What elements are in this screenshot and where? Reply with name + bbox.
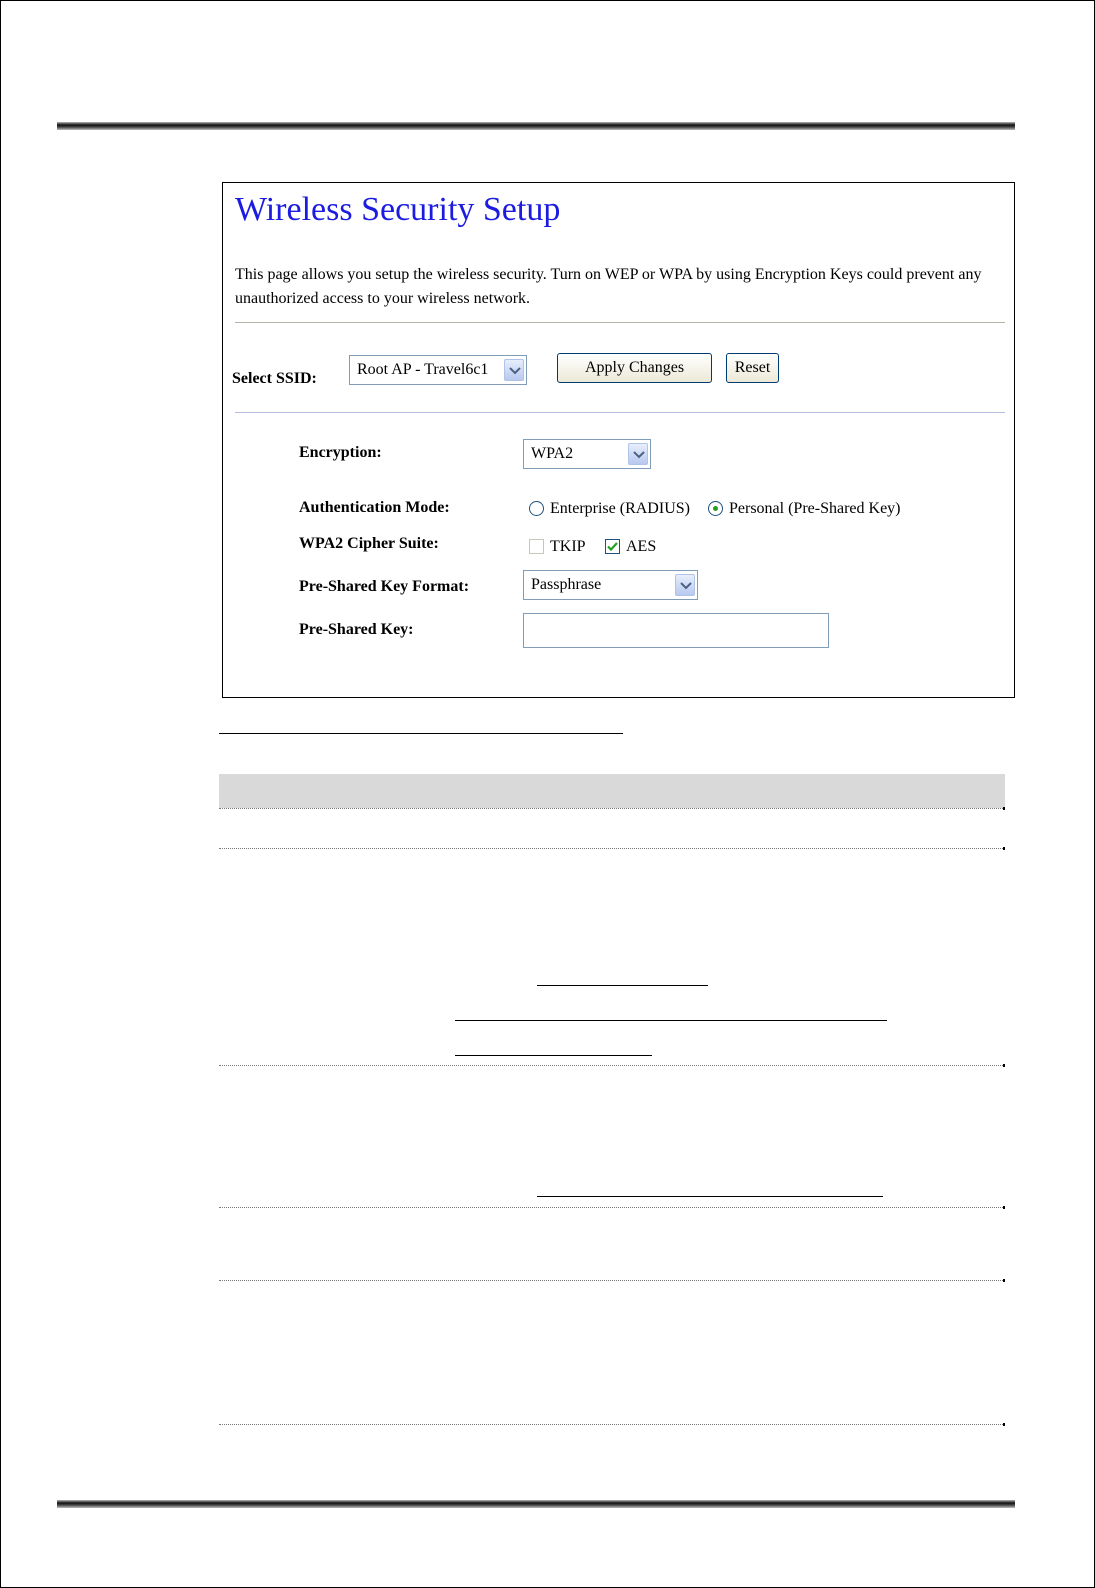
encryption-select[interactable]: [523, 439, 651, 469]
footer-rule: [57, 1500, 1015, 1508]
header-rule: [57, 122, 1015, 130]
checkmark-icon: [606, 540, 619, 553]
auth-mode-label: Authentication Mode:: [299, 499, 450, 516]
text-underline: [537, 985, 708, 986]
enterprise-option-label: Enterprise (RADIUS): [550, 500, 690, 517]
apply-changes-button[interactable]: Apply Changes: [557, 353, 712, 383]
encryption-label: Encryption:: [299, 444, 382, 461]
chevron-down-icon: [628, 443, 648, 465]
table-row-border: [219, 1065, 1005, 1066]
caption-underline: [219, 733, 623, 734]
psk-format-select-value: Passphrase: [531, 576, 602, 593]
chevron-down-icon: [504, 359, 524, 381]
chevron-down-icon: [675, 574, 695, 596]
personal-radio[interactable]: [708, 501, 723, 516]
table-row-border: [219, 1424, 1005, 1425]
page-title: Wireless Security Setup: [235, 191, 561, 228]
ssid-select[interactable]: [349, 355, 527, 385]
encryption-select-value: WPA2: [531, 445, 574, 462]
psk-input[interactable]: [523, 613, 829, 648]
ssid-label: Select SSID:: [232, 370, 317, 387]
divider: [235, 322, 1005, 323]
cipher-suite-label: WPA2 Cipher Suite:: [299, 535, 439, 552]
table-row-border: [219, 1280, 1005, 1281]
aes-label: AES: [626, 538, 657, 555]
text-underline: [537, 1196, 883, 1197]
table-header: [219, 774, 1005, 808]
psk-format-select[interactable]: [523, 570, 698, 600]
tkip-label: TKIP: [550, 538, 586, 555]
table-row-border: [219, 808, 1005, 809]
page-description: This page allows you setup the wireless security. Turn on WEP or WPA by using Encryption Keys could prevent any unauthorized access to your wireless network.: [235, 266, 982, 307]
ssid-select-value: Root AP - Travel6c1: [357, 361, 489, 378]
text-underline: [455, 1020, 887, 1021]
psk-label: Pre-Shared Key:: [299, 621, 414, 638]
table-row-border: [219, 848, 1005, 849]
aes-checkbox[interactable]: [605, 539, 620, 554]
text-underline: [455, 1055, 652, 1056]
wireless-security-screenshot: [222, 182, 1015, 698]
personal-option-label: Personal (Pre-Shared Key): [729, 500, 901, 517]
table-row-border: [219, 1207, 1005, 1208]
enterprise-radio[interactable]: [529, 501, 544, 516]
reset-button[interactable]: Reset: [726, 353, 779, 383]
divider: [235, 412, 1005, 413]
tkip-checkbox[interactable]: [529, 539, 544, 554]
psk-format-label: Pre-Shared Key Format:: [299, 578, 470, 595]
